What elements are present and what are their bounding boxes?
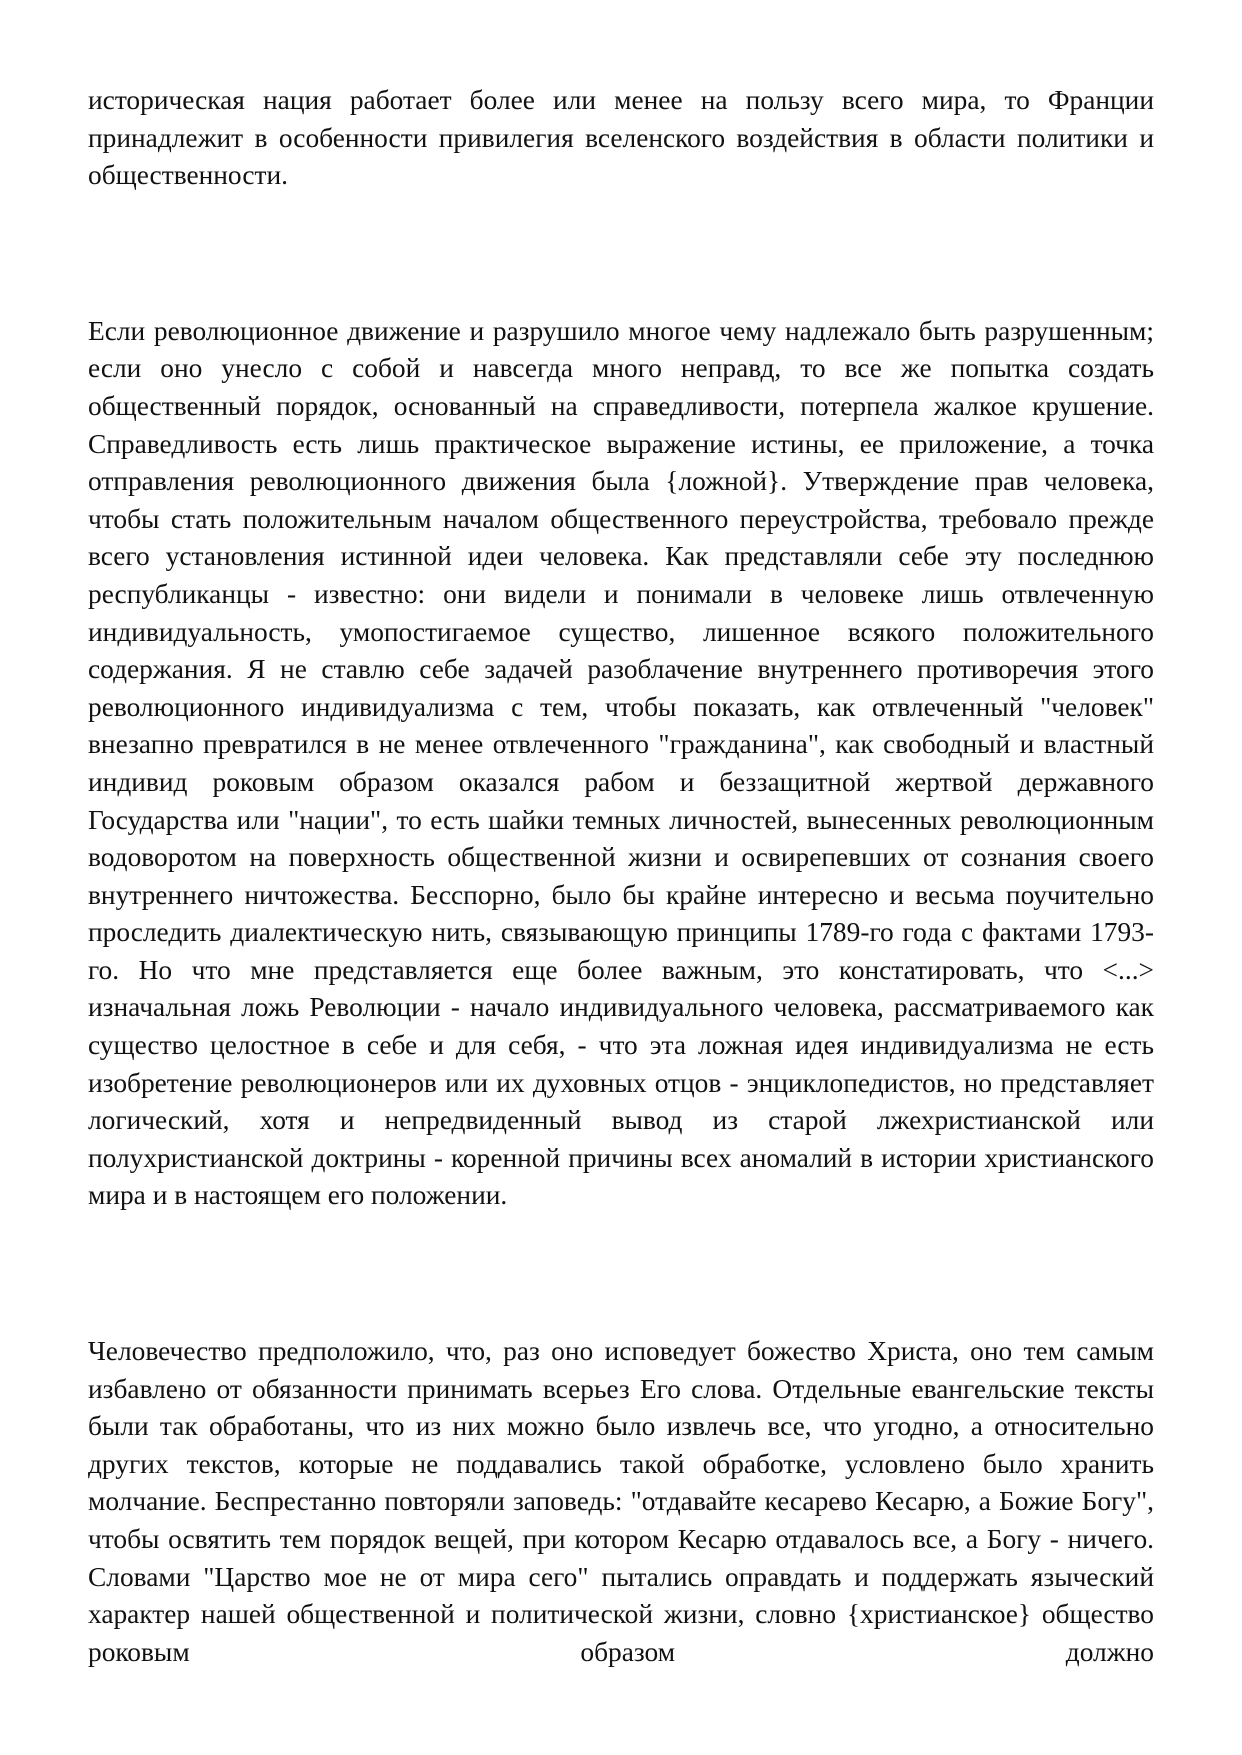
paragraph-spacer [88, 1215, 1154, 1333]
document-page [88, 82, 1154, 1671]
paragraph-1: историческая нация работает более или менее на пользу всего мира, то Франции принадлежит в особенности привилегия вселенского воздействия в области политики и общественности. [88, 85, 1154, 191]
paragraph-3: Человечество предположило, что, раз оно исповедует божество Христа, оно тем самым избавлено от обязанности принимать всерьез Его слова. Отдельные евангельские тексты были так обработаны, что из них можно было извлечь все, что угодно, а относительно других текстов, которые не поддавались такой обработке, условлено было хранить молчание. Беспрестанно повторяли заповедь: "отдавайте кесарево Кесарю, а Божие Богу", чтобы освятить тем порядок вещей, при котором Кесарю отдавалось все, а Богу - ничего. Словами "Царство мое не от мира сего" пытались оправдать и поддержать языческий характер нашей общественной и политической жизни, словно {христианское} общество роковым образом должно [88, 1336, 1154, 1667]
paragraph-2: Если революционное движение и разрушило многое чему надлежало быть разрушенным; если оно унесло с собой и навсегда много неправд, то все же попытка создать общественный порядок, основанный на справедливости, потерпела жалкое крушение. Справедливость есть лишь практическое выражение истины, ее приложение, а точка отправления революционного движения была {ложной}. Утверждение прав человека, чтобы стать положительным началом общественного переустройства, требовало прежде всего установления истинной идеи человека. Как представляли себе эту последнюю республиканцы - известно: они видели и понимали в человеке лишь отвлеченную индивидуальность, умопостигаемое существо, лишенное всякого положительного содержания. Я не ставлю себе задачей разоблачение внутреннего противоречия этого революционного индивидуализма с тем, чтобы показать, как отвлеченный "человек" внезапно превратился в не менее отвлеченного "гражданина", как свободный и властный индивид роковым образом оказался рабом и беззащитной жертвой державного Государства или "нации", то есть шайки темных личностей, вынесенных революционным водоворотом на поверхность общественной жизни и освирепевших от сознания своего внутреннего ничтожества. Бесспорно, было бы крайне интересно и весьма поучительно проследить диалектическую нить, связывающую принципы 1789-го года с фактами 1793-го. Но что мне представляется еще более важным, это констатировать, что <...> изначальная ложь Революции - начало индивидуального человека, рассматриваемого как существо целостное в себе и для себя, - что эта ложная идея индивидуализма не есть изобретение революционеров или их духовных отцов - энциклопедистов, но представляет логический, хотя и непредвиденный вывод из старой лжехристианской или полухристианской доктрины - коренной причины всех аномалий в истории христианского мира и в настоящем его положении. [88, 315, 1154, 1211]
paragraph-spacer [88, 195, 1154, 313]
